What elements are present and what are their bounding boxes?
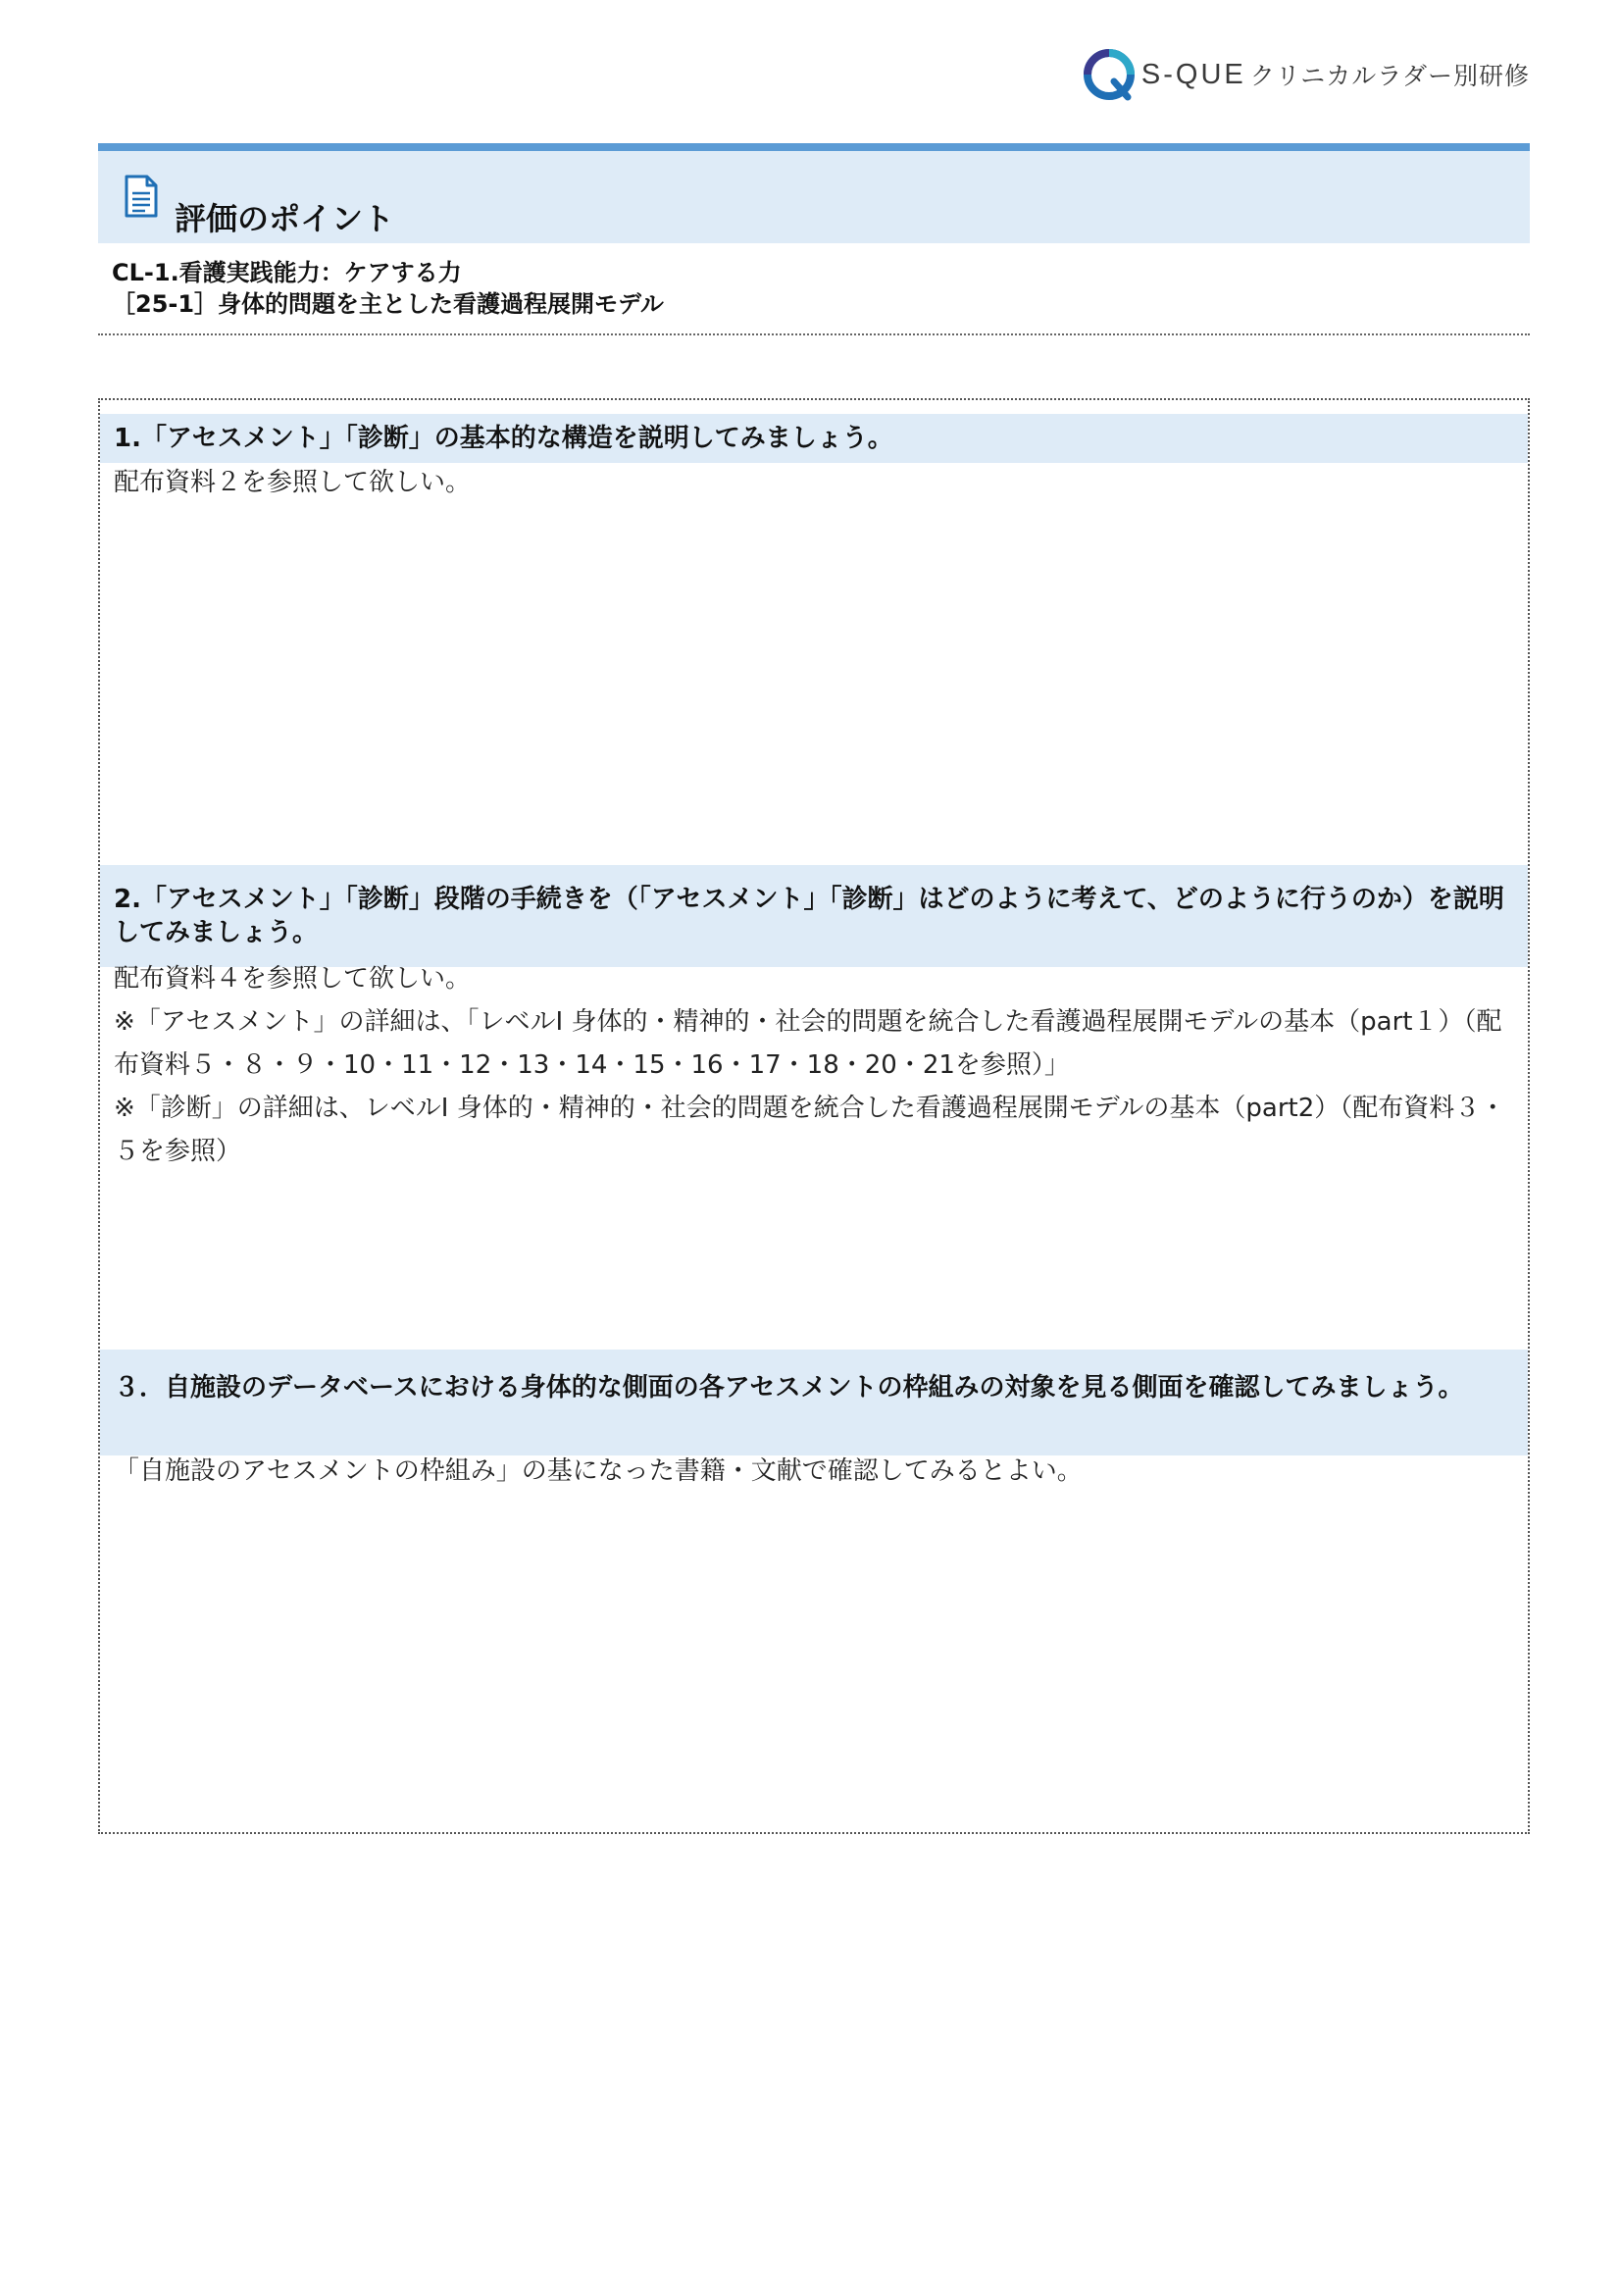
answer-line: ※「診断」の詳細は、レベルⅠ 身体的・精神的・社会的問題を統合した看護過程展開モデルの基本（part2）（配布資料３・５を参照） <box>114 1094 1506 1166</box>
brand-name: S-QUE <box>1140 58 1246 90</box>
dotted-divider <box>98 333 1530 335</box>
s-que-logo-icon <box>1083 48 1136 101</box>
brand-header <box>1083 47 1530 102</box>
brand-subtitle: クリニカルラダー別研修 <box>1249 62 1530 90</box>
title-band <box>98 143 1530 243</box>
answer-line: 「自施設のアセスメントの枠組み」の基になった書籍・文献で確認してみるとよい。 <box>114 1456 1083 1486</box>
question-2-heading: 2.「アセスメント」「診断」段階の手続きを（「アセスメント」「診断」はどのように考えて、どのように行うのか）を説明してみましょう。 <box>100 865 1528 967</box>
question-2-answer <box>114 957 1508 1173</box>
subtitle-line-2: ［25-1］身体的問題を主とした看護過程展開モデル <box>112 290 664 318</box>
subtitle-line-1: CL-1.看護実践能力：ケアする力 <box>112 259 462 286</box>
question-box <box>98 398 1530 1834</box>
question-3-answer <box>114 1450 1508 1493</box>
page-title: 評価のポイント <box>175 200 395 237</box>
answer-line: 配布資料４を参照して欲しい。 <box>114 964 472 994</box>
question-3-heading: ３．自施設のデータベースにおける身体的な側面の各アセスメントの枠組みの対象を見る側面を確認してみましょう。 <box>100 1350 1528 1455</box>
answer-line: 配布資料２を参照して欲しい。 <box>114 468 472 497</box>
question-1-answer <box>114 461 1508 504</box>
course-subtitle <box>112 257 664 320</box>
document-icon <box>124 175 159 218</box>
question-1-heading: 1.「アセスメント」「診断」の基本的な構造を説明してみましょう。 <box>100 414 1528 463</box>
answer-line: ※「アセスメント」の詳細は、「レベルⅠ 身体的・精神的・社会的問題を統合した看護過程展開モデルの基本（part１）（配布資料５・８・９・10・11・12・13・14・15・16・17・18・20・21を参照）」 <box>114 1007 1502 1080</box>
